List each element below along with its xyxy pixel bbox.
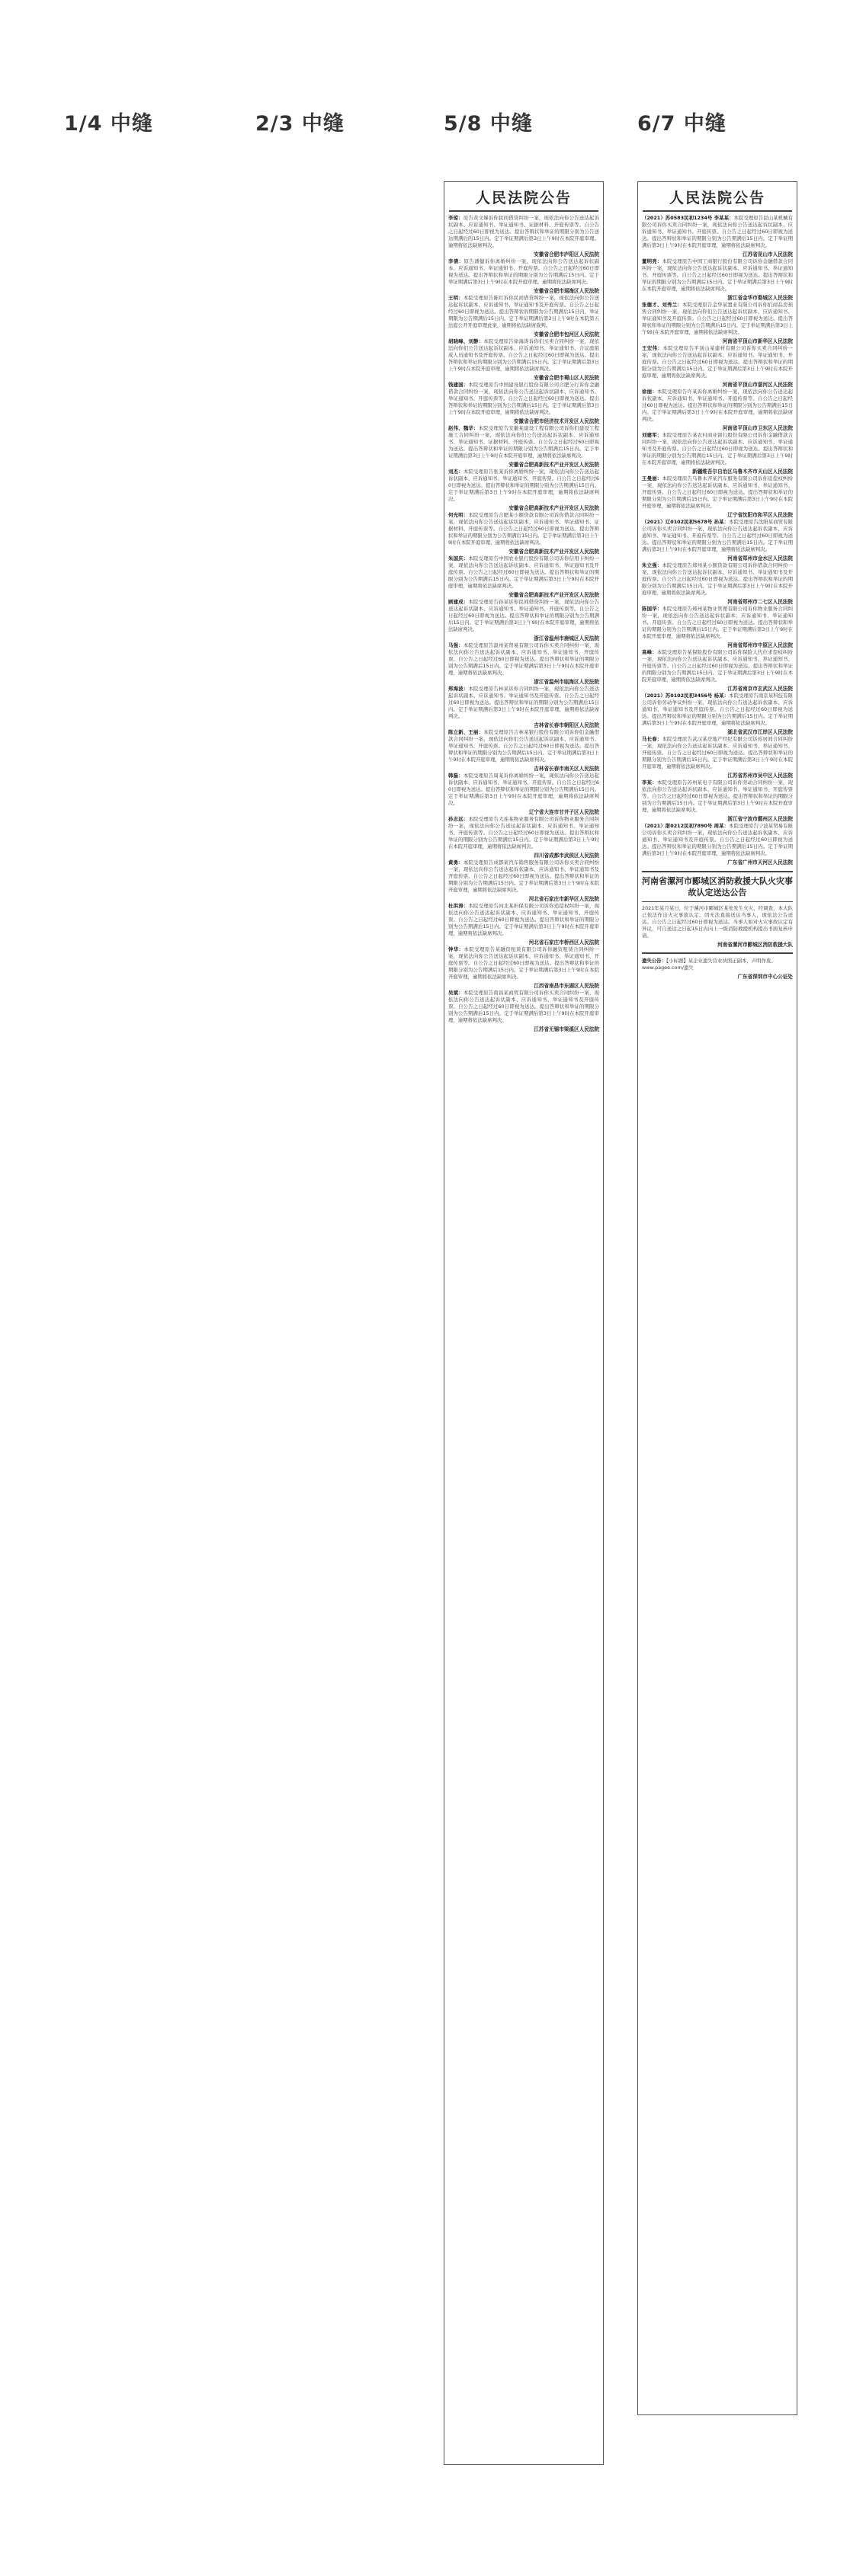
- court-name: 广东省广州市天河区人民法院: [727, 859, 793, 866]
- court-name: 浙江省宁波市鄞州区人民法院: [727, 816, 793, 822]
- notice-item: [448, 686, 599, 720]
- notice-text: 本院受理原告沈阳某商贸有限公司诉你买卖合同纠纷一案，现依法向你公告送达起诉状副本、应诉通知书、举证通知书、开庭传票等。自公告之日起经过60日即视为送达。提出答辩状和举证的期限分别为公告期满后15日内。定于举证期满后第3日上午9时在本院开庭审理，逾期将依法缺席判决。: [642, 519, 793, 552]
- notice-text: 本院受理原告吉林某银行股份有限公司诉你们金融借款合同纠纷一案，现依法向你们公告送达起诉状副本、应诉通知书、举证通知书、开庭传票。自公告之日起经过60日即视为送达。提出答辩状和举证的期限分别为公告期满后15日内。定于举证期满后第3日上午9时在本院开庭审理，逾期将依法缺席判决。: [448, 729, 600, 763]
- notice-recipient: 陈立新、王丽：: [448, 729, 484, 735]
- fire-notice-signature: 河南省漯河市郾城区消防救援大队: [717, 942, 793, 948]
- notice-recipient: 李某：: [642, 779, 657, 786]
- notice-item: [448, 990, 599, 1024]
- notice-item: [448, 382, 599, 416]
- court-name: 河北省石家庄市桥西区人民法院: [528, 939, 599, 946]
- notice-item: [642, 779, 793, 814]
- notice-text: 本院受理原告温州某贸易有限公司诉你买卖合同纠纷一案，现依法向你公告送达起诉状副本、应诉通知书、举证通知书、开庭传票。自公告之日起经过60日即视为送达。提出答辩状和举证的期限分别为公告期满后15日内。定于举证期满后第3日上午9时在本院开庭审理，逾期将依法缺席判决。: [448, 642, 600, 676]
- notice-recipient: （2021）苏0583民初1234号 李某某：: [642, 215, 734, 221]
- notice-item: [448, 295, 599, 329]
- court-name: 安徽省合肥市经济技术开发区人民法院: [513, 418, 599, 424]
- court-name: 江苏省南京市玄武区人民法院: [727, 686, 793, 692]
- notice-text: 本院受理原告安徽某建设工程有限公司诉你们建设工程施工合同纠纷一案，现依法向你们公告送达起诉状副本、应诉通知书、举证通知书、证据材料、开庭传票。自公告之日起经过60日即视为送达。提出答辩状和举证的期限分别为公告期满后15日内。定于举证期满后第3日上午9时在本院开庭审理，逾期将依法缺席判决。: [448, 425, 600, 459]
- lost-notice-site: www.pagee.com/遗失: [642, 965, 694, 971]
- court-name: 河南省平顶山市卫东区人民法院: [722, 425, 793, 431]
- notice-item: [448, 946, 599, 981]
- notice-text: 本院受理原告河北某担保有限公司诉你追偿权纠纷一案，现依法向你公告送达起诉状副本、应诉通知书、举证通知书、开庭传票。自公告之日起经过60日即视为送达。提出答辩状和举证的期限分别为公告期满后15日内。定于举证期满后第3日上午9时在本院开庭审理，逾期将依法缺席判决。: [448, 903, 600, 936]
- notice-recipient: 郑海波：: [448, 686, 469, 692]
- notice-recipient: 钟华：: [448, 946, 464, 952]
- court-name: 湖北省武汉市江岸区人民法院: [727, 729, 793, 735]
- notice-recipient: 吴斌：: [448, 990, 463, 996]
- label-6-7: 6/7 中缝: [637, 112, 727, 136]
- court-name: 新疆维吾尔自治区乌鲁木齐市天山区人民法院: [692, 469, 793, 475]
- lost-notice-footer: 广东省深圳市中心公证处: [737, 974, 793, 980]
- notice-recipient: 刘杰：: [448, 469, 463, 475]
- notice-item: [642, 649, 793, 683]
- court-name: 江西省南昌市东湖区人民法院: [534, 983, 599, 989]
- court-name: 河南省郑州市中原区人民法院: [727, 642, 793, 648]
- lost-notice-text: 【小标题】某企业遗失营业执照正副本，声明作废。: [666, 958, 776, 964]
- court-name: 吉林省长春市朝阳区人民法院: [534, 722, 599, 728]
- notice-text: 本院受理原告张某诉你离婚纠纷一案，现依法向你公告送达起诉状副本、应诉通知书、举证通知书、开庭传票。自公告之日起经过60日即视为送达。提出答辩状和举证的期限分别为公告期满后15日内。定于举证期满后第3日上午9时在本院开庭审理，逾期将依法缺席判决。: [448, 469, 600, 502]
- notice-text: 本院受理原告乌鲁木齐某汽车服务有限公司诉你追偿权纠纷一案，现依法向你公告送达起诉状副本、应诉通知书、举证通知书、开庭传票。自公告之日起经过60日即视为送达。提出答辩状和举证的期限分别为公告期满后15日内。定于举证期满后第3日上午9时在本院开庭审理，逾期将依法缺席判决。: [642, 475, 794, 509]
- notice-text: 本院受理原告某融资租赁有限公司诉你融资租赁合同纠纷一案，现依法向你公告送达起诉状副本、应诉通知书、举证通知书、开庭传票等。自公告之日起经过60日即视为送达。提出答辩状和举证的期限分别为公告期满后15日内。定于举证期满后第3日上午9时在本院开庭审理，逾期将依法缺席判决。: [448, 946, 600, 980]
- court-name: 河南省平顶山市湛河区人民法院: [722, 382, 793, 388]
- notice-recipient: 陈国华：: [642, 606, 662, 612]
- notice-recipient: 钱建国：: [448, 382, 469, 388]
- notice-recipient: 李倩：: [448, 258, 464, 264]
- notice-item: [448, 469, 599, 503]
- lost-notice: [642, 958, 793, 971]
- court-name: 安徽省合肥高新技术产业开发区人民法院: [508, 592, 599, 598]
- court-name: 江苏省昆山市人民法院: [743, 251, 793, 258]
- notice-recipient: （2021）苏0102民初3456号 杨某：: [642, 693, 730, 699]
- notice-item: [642, 215, 793, 249]
- notice-recipient: 杜洪涛：: [448, 903, 469, 909]
- column-title: 人民法院公告: [449, 182, 598, 212]
- notice-text: 本院受理原告某农村商业银行股份有限公司诉你金融借款合同纠纷一案，现依法向你公告送达起诉状副本、应诉通知书、举证通知书及开庭传票。自公告之日起经过60日即视为送达。提出答辩状和举证的期限分别为公告期满后15日内。定于举证期满后第3日上午9时在本院开庭审理，逾期将依法缺席判决。: [642, 432, 794, 466]
- notice-item: [642, 345, 793, 379]
- notice-text: 本院受理原告郑州某小额贷款有限公司诉你借款合同纠纷一案，现依法向你公告送达起诉状副本、应诉通知书、举证通知书及开庭传票。自公告之日起经过60日即视为送达。提出答辩状和举证的期限分别为公告期满后15日内。定于举证期满后第3日上午9时在本院开庭审理，逾期将依法缺席判决。: [642, 562, 794, 596]
- notice-text: 本院受理原告许某诉你离婚纠纷一案，现依法向你公告送达起诉状副本、应诉通知书、举证通知书、开庭传票等。自公告之日起经过60日即视为送达。提出答辩状和举证的期限分别为公告期满后15日内。定于举证期满后第3日上午9时在本院开庭审理，逾期将依法缺席判决。: [642, 389, 794, 422]
- notice-text: 本院受理原告徐海涛诉你们买卖合同纠纷一案，现依法向你们公告送达起诉状副本、应诉通知书、举证通知书、合议庭组成人员通知书及开庭传票。自公告之日起经过60日即视为送达。提出答辩状和举证的期限分别为公告期满后15日内。定于举证期满后第3日上午9时在本院开庭审理，逾期将依法缺席判决。: [448, 338, 600, 372]
- notice-recipient: 朱国庆：: [448, 555, 469, 562]
- notice-list: [638, 212, 797, 984]
- notice-text: 本院受理原告昆山某机械有限公司诉你买卖合同纠纷一案，现依法向你公告送达起诉状副本、应诉通知书、举证通知书、开庭传票。自公告之日起经过60日即视为送达。提出答辩状和举证的期限分别为公告期满后15日内。定于举证期满后第3日上午9时在本院开庭审理，逾期将依法缺席判决。: [642, 215, 794, 248]
- notice-list: [444, 212, 603, 1036]
- notice-recipient: 顾建成：: [448, 599, 469, 605]
- fire-notice-title: 河南省漯河市郾城区消防救援大队火灾事故认定送达公告: [642, 871, 793, 902]
- notice-text: 本院受理原告平顶山某建材有限公司诉你买卖合同纠纷一案，现依法向你公告送达起诉状副本、应诉通知书、举证通知书、开庭传票。自公告之日起经过60日即视为送达。提出答辩状和举证的期限分别为公告期满后15日内。定于举证期满后第3日上午9时在本院开庭审理，逾期将依法缺席判决。: [642, 345, 794, 379]
- court-name: 安徽省合肥高新技术产业开发区人民法院: [508, 505, 599, 511]
- notice-item: [642, 432, 793, 466]
- court-name: 江苏省无锡市梁溪区人民法院: [534, 1026, 599, 1032]
- notice-text: 本院受理原告某保险股份有限公司诉你保险人代位求偿权纠纷一案，现依法向你公告送达起诉状副本、应诉通知书、举证通知书、开庭传票等。自公告之日起经过60日即视为送达。提出答辩状和举证的期限分别为公告期满后15日内。定于举证期满后第3日上午9时在本院开庭审理，逾期将依法缺席判决。: [642, 649, 794, 683]
- notice-recipient: 王明：: [448, 295, 463, 301]
- notice-item: [642, 258, 793, 293]
- court-name: 河南省郑州市二七区人民法院: [727, 599, 793, 605]
- column-5-8: [444, 181, 604, 2465]
- notice-text: 本院受理原告中国农业银行股份有限公司诉你信用卡纠纷一案，现依法向你公告送达起诉状副本、应诉通知书、举证通知书及开庭传票。自公告之日起经过60日即视为送达。提出答辩状和举证的期限分别为公告期满后15日内。定于举证期满后第3日上午9时在本院开庭审理，逾期将依法缺席判决。: [448, 555, 600, 589]
- lost-notice-lead: 遗失公告：: [642, 958, 666, 964]
- notice-text: 本院受理原告南昌某商贸有限公司诉你买卖合同纠纷一案，现依法向你公告送达起诉状副本、应诉通知书、举证通知书及开庭传票。自公告之日起经过60日即视为送达。提出答辩状和举证的期限分别为公告期满后15日内。定于举证期满后第3日上午9时在本院开庭审理，逾期将依法缺席判决。: [448, 990, 600, 1023]
- notice-text: 本院受理原告合肥某小额贷款有限公司诉你借款合同纠纷一案，现依法向你公告送达起诉状副本、应诉通知书、举证通知书、证据材料、开庭传票等。自公告之日起经过60日即视为送达。提出答辩状和举证的期限分别为公告期满后15日内。定于举证期满后第3日上午9时在本院开庭审理，逾期将依法缺席判决。: [448, 512, 600, 546]
- notice-item: [448, 816, 599, 850]
- notice-recipient: 韩磊：: [448, 773, 463, 779]
- notice-recipient: 朱立强：: [642, 562, 662, 568]
- notice-text: 本院受理原告南京某科技有限公司诉你劳动争议纠纷一案，现依法向你公告送达起诉状副本、应诉通知书、举证通知书及开庭传票。自公告之日起经过60日即视为送达。提出答辩状和举证的期限分别为公告期满后15日内。定于举证期满后第3日上午9时在本院开庭审理，逾期将依法缺席判决。: [642, 693, 793, 726]
- notice-recipient: 孙志远：: [448, 816, 469, 822]
- notice-text: 本院受理原告武汉某房地产经纪有限公司诉你居间合同纠纷一案，现依法向你公告送达起诉状副本、应诉通知书、举证通知书、开庭传票。自公告之日起经过60日即视为送达。提出答辩状和举证的期限分别为公告期满后15日内。定于举证期满后第3日上午9时在本院开庭审理，逾期将依法缺席判决。: [642, 736, 794, 770]
- notice-text: 本院受理原告郑州某物业管理有限公司诉你物业服务合同纠纷一案，现依法向你公告送达起诉状副本、应诉通知书、举证通知书、开庭传票。自公告之日起经过60日即视为送达。提出答辩状和举证的期限分别为公告期满后15日内。定于举证期满后第3日上午9时在本院开庭审理，逾期将依法缺席判决。: [642, 606, 794, 639]
- court-name: 安徽省合肥高新技术产业开发区人民法院: [508, 549, 599, 555]
- notice-item: [448, 642, 599, 677]
- notice-recipient: 高峰：: [642, 649, 657, 655]
- notice-item: [448, 729, 599, 763]
- court-name: 安徽省合肥市蜀山区人民法院: [534, 375, 599, 381]
- court-name: 浙江省金华市婺城区人民法院: [727, 295, 793, 301]
- notice-item: [642, 302, 793, 336]
- court-name: 安徽省合肥市包河区人民法院: [534, 331, 599, 338]
- court-name: 吉林省长春市南关区人民法院: [534, 766, 599, 772]
- divider: [642, 952, 793, 954]
- column-title: 人民法院公告: [643, 182, 792, 212]
- fire-notice-text: 2021年某月某日，位于漯河市郾城区某处发生火灾，经调查，本大队已依法作出火灾事故认定。因无法直接送达当事人，现依法公告送达。自公告之日起经过60日即视为送达。当事人如对火灾事故认定有异议，可自送达之日起15日内向上一级消防救援机构提出书面复核申请。: [642, 905, 793, 939]
- court-name: 河南省郑州市金水区人民法院: [727, 555, 793, 562]
- notice-item: [448, 338, 599, 373]
- notice-text: 原告黄文娣诉你民间借贷纠纷一案，现依法向你公告送达起诉状副本、应诉通知书、举证通知书、证据材料、开庭传票等。自公告之日起经过60日即视为送达。提出答辩状和举证的期限分别为公告送达期满后的15日内。定于举证期满后第3日上午9时在本院开庭审理。逾期将依法缺席判决。: [448, 215, 600, 248]
- notice-recipient: 王宏伟：: [642, 345, 663, 351]
- court-name: 辽宁省沈阳市和平区人民法院: [727, 512, 793, 518]
- court-name: 安徽省合肥市瑶海区人民法院: [534, 288, 599, 294]
- notice-recipient: 张德才、刘秀兰：: [642, 302, 682, 308]
- notice-text: 本院受理原告大连某物业服务有限公司诉你物业服务合同纠纷一案，现依法向你公告送达起诉状副本、应诉通知书、举证通知书、开庭传票等。自公告之日起经过60日即视为送达。提出答辩状和举证的期限分别为公告期满后15日内。定于举证期满后第3日上午9时在本院开庭审理，逾期将依法缺席判决。: [448, 816, 600, 850]
- notice-recipient: 胡晓峰、刘静：: [448, 338, 484, 344]
- notice-recipient: 王曼丽：: [642, 475, 662, 482]
- notice-text: 本院受理原告孙某诉你民间借贷纠纷一案，现依法向你公告送达起诉状副本、应诉通知书、举证通知书、开庭传票等。自公告之日起经过60日即视为送达。提出答辩状和举证的期限分别为公告期满后15日内。定于举证期满后第3日上午9时在本院开庭审理，逾期将依法缺席判决。: [448, 599, 600, 632]
- notice-item: [642, 606, 793, 640]
- notice-text: 原告潘健诉你离婚纠纷一案，现依法向你公告送达起诉状副本、应诉通知书、举证通知书、开庭传票。自公告之日起经过60日即视为送达。提出答辩状和举证的期限分别为公告期满后15日内。定于举证期满后第3日上午9时在本院开庭审理。逾期将依法缺席判决。: [448, 258, 600, 285]
- notice-item: [448, 258, 599, 286]
- label-5-8: 5/8 中缝: [444, 112, 533, 136]
- court-name: 河北省石家庄市新华区人民法院: [528, 896, 599, 902]
- court-name: 四川省成都市武侯区人民法院: [534, 853, 599, 859]
- notice-item: [642, 736, 793, 770]
- notice-item: [448, 773, 599, 807]
- notice-item: [642, 389, 793, 423]
- notice-recipient: （2021）浙0212民初7890号 周某：: [642, 823, 730, 829]
- notice-item: [642, 475, 793, 510]
- notice-recipient: 徐丽：: [642, 389, 657, 395]
- notice-recipient: （2021）辽0102民初5678号 孙某：: [642, 519, 730, 525]
- notice-item: [448, 599, 599, 633]
- notice-recipient: 黄勇：: [448, 859, 463, 866]
- notice-text: 本院受理原告金华某置业有限公司诉你们商品房预售合同纠纷一案，现依法向你们公告送达起诉状副本、应诉通知书、举证通知书及开庭传票。自公告之日起经过60日即视为送达。提出答辩状和举证的期限分别为公告期满后15日内。定于举证期满后第3日上午9时在本院开庭审理，逾期将依法缺席判决。: [642, 302, 794, 335]
- notice-text: 本院受理原告陈红诉你民间借贷纠纷一案，现依法向你公告送达起诉状副本、应诉通知书、举证通知书及开庭传票。自公告之日起经过60日即视为送达。提出答辩状的期限为公告期满后15日内，举证期限为公告期满后15日内。定于举证期满后第3日上午9时在本院第五法庭公开开庭审理此案，逾期将依法缺席裁判。: [448, 295, 600, 328]
- notice-text: 本院受理原告周某诉你离婚纠纷一案，现依法向你公告送达起诉状副本、应诉通知书、举证通知书、开庭传票。自公告之日起经过60日即视为送达。提出答辩状和举证的期限分别为公告期满后15日内。定于举证期满后第3日上午9时在本院开庭审理，逾期将依法缺席判决。: [448, 773, 600, 806]
- notice-recipient: 赵伟、魏华：: [448, 425, 479, 431]
- column-6-7: [637, 181, 797, 2415]
- court-name: 浙江省温州市瓯海区人民法院: [534, 679, 599, 685]
- notice-item: [642, 823, 793, 857]
- notice-text: 本院受理原告宁波某贸易有限公司诉你买卖合同纠纷一案，现依法向你公告送达起诉状副本、应诉通知书、举证通知书及开庭传票。自公告之日起经过60日即视为送达。提出答辩状和举证的期限分别为公告期满后15日内。定于举证期满后第3日上午9时在本院开庭审理，逾期将依法缺席判决。: [642, 823, 793, 856]
- court-name: 辽宁省大连市甘井子区人民法院: [528, 809, 599, 815]
- notice-text: 本院受理原告中国工商银行股份有限公司诉你金融借款合同纠纷一案，现依法向你公告送达起诉状副本、应诉通知书、举证通知书、开庭传票等。自公告之日起经过60日即视为送达。提出答辩状和举证的期限分别为公告期满后15日内。定于举证期满后第3日上午9时在本院开庭审理，逾期将依法缺席判决。: [642, 258, 794, 292]
- notice-recipient: 马长春：: [642, 736, 662, 742]
- notice-text: 本院受理原告林某诉你合同纠纷一案，现依法向你公告送达起诉状副本、应诉通知书、举证通知书及开庭传票。自公告之日起经过60日即视为送达。提出答辩状和举证的期限分别为公告期满后15日内。定于举证期满后第3日上午9时在本院开庭审理，逾期将依法缺席判决。: [448, 686, 600, 719]
- notice-recipient: 马强：: [448, 642, 463, 648]
- notice-item: [642, 693, 793, 727]
- notice-recipient: 何光明：: [448, 512, 469, 518]
- label-1-4: 1/4 中缝: [64, 112, 153, 136]
- notice-recipient: 刘建军：: [642, 432, 662, 438]
- court-name: 江苏省苏州市吴中区人民法院: [727, 773, 793, 779]
- court-name: 浙江省温州市鹿城区人民法院: [534, 635, 599, 642]
- notice-text: 本院受理原告中国建设银行股份有限公司合肥分行诉你金融借款合同纠纷一案，现依法向你公告送达起诉状副本、应诉通知书、举证通知书、开庭传票等。自公告之日起经过60日即视为送达。提出答辩状和举证的期限分别为公告期满后15日内。定于举证期满后第3日上午9时在本院开庭审理，逾期将依法缺席判决。: [448, 382, 600, 415]
- court-name: 安徽省合肥高新技术产业开发区人民法院: [508, 462, 599, 468]
- notice-text: 本院受理原告成都某汽车销售服务有限公司诉你买卖合同纠纷一案，现依法向你公告送达起诉状副本、应诉通知书、举证通知书及开庭传票。自公告之日起经过60日即视为送达。提出答辩状和举证的期限分别为公告期满后15日内。定于举证期满后第3日上午9时在本院开庭审理，逾期将依法缺席判决。: [448, 859, 600, 893]
- notice-item: [642, 519, 793, 553]
- notice-item: [448, 512, 599, 546]
- notice-item: [448, 903, 599, 937]
- notice-item: [448, 555, 599, 590]
- notice-text: 本院受理原告苏州某电子有限公司诉你劳动合同纠纷一案，现依法向你公告送达起诉状副本、应诉通知书、举证通知书、开庭传票等。自公告之日起经过60日即视为送达。提出答辩状和举证的期限分别为公告期满后15日内。定于举证期满后第3日上午9时在本院开庭审理，逾期将依法缺席判决。: [642, 779, 794, 813]
- notice-item: [642, 562, 793, 597]
- court-name: 安徽省合肥市庐阳区人民法院: [534, 251, 599, 258]
- court-name: 河南省平顶山市新华区人民法院: [722, 338, 793, 344]
- notice-item: [448, 425, 599, 459]
- notice-recipient: 李琼：: [448, 215, 463, 221]
- notice-recipient: 董明亮：: [642, 258, 662, 264]
- notice-item: [448, 215, 599, 249]
- notice-item: [448, 859, 599, 894]
- label-2-3: 2/3 中缝: [255, 112, 345, 136]
